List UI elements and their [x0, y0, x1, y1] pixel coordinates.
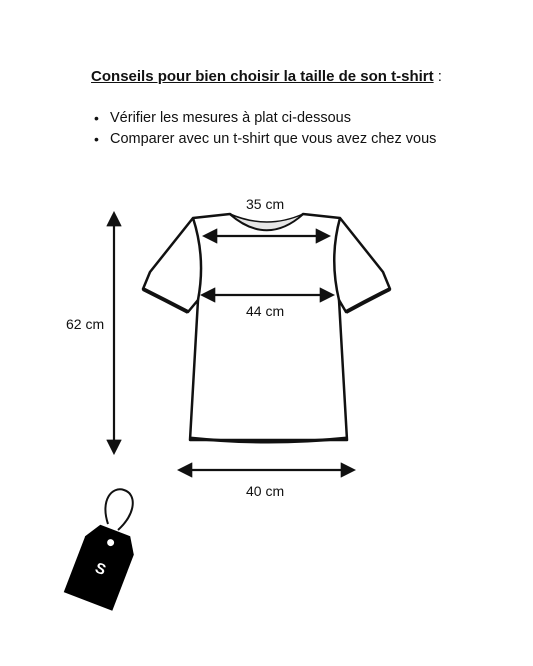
page-title-text: Conseils pour bien choisir la taille de son t-shirt — [91, 68, 434, 85]
tshirt-icon — [143, 214, 390, 442]
neck-width-label: 35 cm — [246, 196, 285, 212]
page-title-colon: : — [433, 68, 442, 85]
bullet-icon: • — [94, 131, 99, 147]
size-tag-label: S — [92, 559, 109, 579]
hem-width-label: 40 cm — [246, 483, 285, 499]
bullet-icon: • — [94, 110, 99, 126]
tip-text: Vérifier les mesures à plat ci-dessous — [110, 110, 351, 126]
size-tag-icon — [64, 489, 140, 610]
chest-width-label: 44 cm — [246, 303, 285, 319]
tip-text: Comparer avec un t-shirt que vous avez chez vous — [110, 131, 437, 147]
length-label: 62 cm — [66, 316, 105, 332]
